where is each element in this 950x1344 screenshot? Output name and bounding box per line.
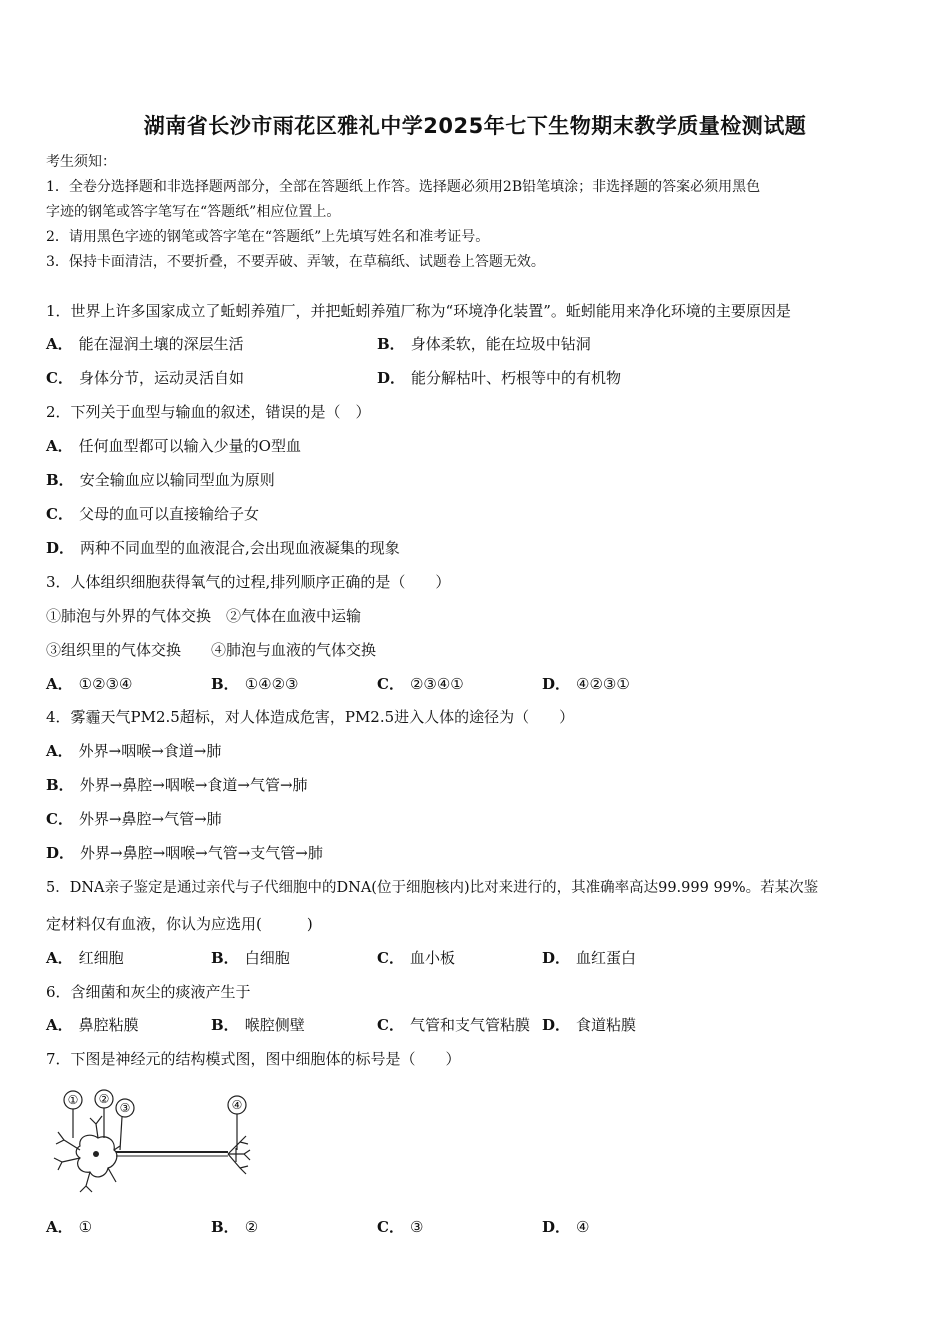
- q4-option-d: [46, 843, 323, 863]
- neuron-diagram: [50, 1088, 260, 1198]
- q6-option-c: [377, 1015, 530, 1035]
- q7-option-b: [211, 1217, 258, 1237]
- option-letter: A．: [46, 742, 73, 760]
- option-text: 鼻腔粘膜: [78, 1016, 139, 1034]
- q4-option-c: [46, 809, 222, 829]
- q5-stem-line-2: 定材料仅有血液，你认为应选用( ): [46, 915, 313, 933]
- option-letter: C．: [377, 949, 404, 967]
- figure-label-2: ②: [98, 1092, 110, 1106]
- q5-option-b: [211, 948, 290, 968]
- q5-option-d: [542, 948, 636, 968]
- option-text: 血小板: [409, 949, 455, 967]
- option-letter: B．: [211, 1016, 239, 1034]
- option-letter: A．: [46, 949, 73, 967]
- q2-option-d: [46, 538, 400, 558]
- option-text: ②③④①: [409, 675, 464, 693]
- option-letter: B．: [211, 1218, 239, 1236]
- option-letter: D．: [377, 369, 406, 387]
- q7-option-d: [542, 1217, 589, 1237]
- option-text: 身体柔软，能在垃圾中钻洞: [410, 335, 591, 353]
- option-text: ①④②③: [244, 675, 299, 693]
- q5-option-a: [46, 948, 124, 968]
- q1-option-b: [377, 334, 591, 354]
- option-letter: B．: [377, 335, 405, 353]
- option-letter: A．: [46, 675, 73, 693]
- dendrites: [54, 1116, 120, 1192]
- option-letter: D．: [46, 539, 75, 557]
- q5-option-c: [377, 948, 455, 968]
- q5-stem-line-1: 5．DNA亲子鉴定是通过亲代与子代细胞中的DNA(位于细胞核内)比对来进行的，其准确率高达99.999 99%。若某次鉴: [46, 880, 819, 896]
- q3-option-b: [211, 674, 298, 694]
- notice-item-2: 2．请用黑色字迹的钢笔或答字笔在“答题纸”上先填写姓名和准考证号。: [46, 229, 490, 245]
- q1-option-d: [377, 368, 621, 388]
- q1-stem: 1．世界上许多国家成立了蚯蚓养殖厂，并把蚯蚓养殖厂称为“环境净化装置”。蚯蚓能用来净化环境的主要原因是: [46, 302, 791, 320]
- option-letter: C．: [46, 369, 73, 387]
- q3-option-a: [46, 674, 132, 694]
- option-letter: D．: [542, 675, 571, 693]
- option-text: 血红蛋白: [576, 949, 637, 967]
- option-letter: A．: [46, 1016, 73, 1034]
- q6-stem: 6．含细菌和灰尘的痰液产生于: [46, 983, 251, 1001]
- option-letter: C．: [377, 675, 404, 693]
- option-text: 任何血型都可以输入少量的O型血: [78, 437, 301, 455]
- option-letter: D．: [542, 1218, 571, 1236]
- option-letter: B．: [211, 949, 239, 967]
- option-letter: A．: [46, 437, 73, 455]
- notice-item-3: 3．保持卡面清洁，不要折叠，不要弄破、弄皱，在草稿纸、试题卷上答题无效。: [46, 254, 545, 270]
- option-letter: C．: [46, 810, 73, 828]
- option-text: 能分解枯叶、朽根等中的有机物: [411, 369, 622, 387]
- q3-step-line-1: ①肺泡与外界的气体交换 ②气体在血液中运输: [46, 607, 362, 625]
- option-text: ②: [244, 1218, 259, 1236]
- option-text: 能在湿润土壤的深层生活: [78, 335, 244, 353]
- option-text: 外界→鼻腔→咽喉→气管→支气管→肺: [80, 844, 323, 862]
- option-letter: C．: [46, 505, 73, 523]
- q2-option-b: [46, 470, 275, 490]
- figure-label-3: ③: [119, 1101, 131, 1115]
- q4-stem: 4．雾霾天气PM2.5超标，对人体造成危害，PM2.5进入人体的途径为（ ）: [46, 708, 575, 726]
- q3-step-line-2: ③组织里的气体交换 ④肺泡与血液的气体交换: [46, 641, 377, 659]
- option-text: ④②③①: [576, 675, 630, 693]
- option-letter: C．: [377, 1016, 404, 1034]
- option-letter: B．: [46, 776, 74, 794]
- option-text: ①②③④: [78, 675, 133, 693]
- option-text: 两种不同血型的血液混合,会出现血液凝集的现象: [80, 539, 400, 557]
- option-text: 气管和支气管粘膜: [409, 1016, 530, 1034]
- q3-option-c: [377, 674, 464, 694]
- q4-option-a: [46, 741, 221, 761]
- q2-option-a: [46, 436, 301, 456]
- page-title: 湖南省长沙市雨花区雅礼中学2025年七下生物期末教学质量检测试题: [143, 114, 807, 138]
- q2-option-c: [46, 504, 259, 524]
- option-text: ④: [576, 1218, 590, 1236]
- q6-option-d: [542, 1015, 636, 1035]
- notice-item-1: 1．全卷分选择题和非选择题两部分，全部在答题纸上作答。选择题必须用2B铅笔填涂；非选择题的答案必须用黑色: [46, 179, 761, 195]
- q4-option-b: [46, 775, 308, 795]
- option-text: 外界→鼻腔→气管→肺: [78, 810, 222, 828]
- option-letter: D．: [542, 1016, 571, 1034]
- option-text: 红细胞: [78, 949, 124, 967]
- option-letter: B．: [46, 471, 74, 489]
- option-text: 安全输血应以输同型血为原则: [79, 471, 275, 489]
- option-text: ③: [409, 1218, 424, 1236]
- q7-stem: 7．下图是神经元的结构模式图，图中细胞体的标号是（ ）: [46, 1050, 461, 1068]
- option-text: ①: [78, 1218, 93, 1236]
- q6-option-a: [46, 1015, 139, 1035]
- option-text: 外界→鼻腔→咽喉→食道→气管→肺: [79, 776, 308, 794]
- option-letter: D．: [542, 949, 571, 967]
- option-letter: B．: [211, 675, 239, 693]
- figure-label-1: ①: [67, 1093, 79, 1107]
- notice-item-1-cont: 字迹的钢笔或答字笔写在“答题纸”相应位置上。: [46, 204, 341, 220]
- q7-option-c: [377, 1217, 423, 1237]
- option-text: 外界→咽喉→食道→肺: [78, 742, 222, 760]
- q3-stem: 3．人体组织细胞获得氧气的过程,排列顺序正确的是（ ）: [46, 573, 451, 591]
- axon-terminals: [228, 1136, 250, 1174]
- option-letter: A．: [46, 335, 73, 353]
- option-letter: A．: [46, 1218, 73, 1236]
- q6-option-b: [211, 1015, 305, 1035]
- option-letter: D．: [46, 844, 75, 862]
- q1-option-a: [46, 334, 244, 354]
- option-letter: C．: [377, 1218, 404, 1236]
- q7-option-a: [46, 1217, 92, 1237]
- option-text: 身体分节，运动灵活自如: [78, 369, 244, 387]
- nucleus: [93, 1151, 99, 1157]
- option-text: 喉腔侧壁: [244, 1016, 305, 1034]
- q3-option-d: [542, 674, 630, 694]
- figure-label-4: ④: [231, 1098, 243, 1112]
- q1-option-c: [46, 368, 244, 388]
- q2-stem: 2．下列关于血型与输血的叙述，错误的是（ ）: [46, 403, 371, 421]
- option-text: 白细胞: [244, 949, 290, 967]
- option-text: 父母的血可以直接输给子女: [78, 505, 259, 523]
- option-text: 食道粘膜: [576, 1016, 637, 1034]
- leader-line-3: [120, 1117, 122, 1150]
- notice-heading: 考生须知：: [46, 154, 116, 170]
